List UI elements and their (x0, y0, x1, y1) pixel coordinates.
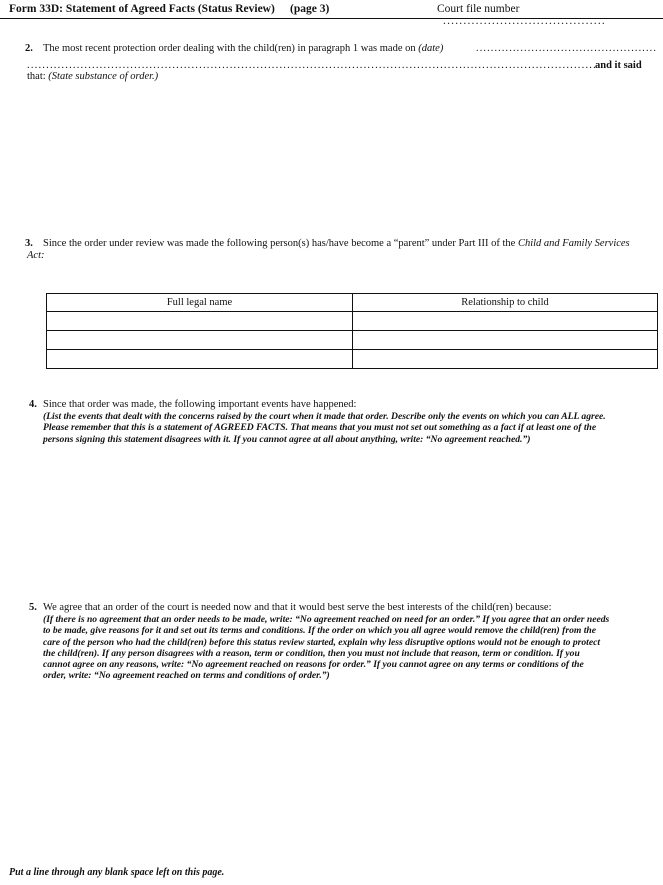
section-2-date-label: (date) (418, 43, 444, 54)
section-3-line1 (43, 238, 630, 250)
section-5-instruction-line: cannot agree on any reasons, write: “No agreement reached on reasons for order.” If you cannot agree on any terms or conditions of the (43, 659, 584, 671)
events-area[interactable] (27, 450, 657, 590)
section-3-text: Since the order under review was made the following person(s) has/have become a “parent” under Part III of the (43, 238, 516, 249)
reasons-area[interactable] (27, 690, 657, 860)
date-field[interactable]: ................................................. (476, 43, 658, 54)
parents-table (46, 293, 658, 369)
section-4-instructions (43, 411, 606, 445)
section-5-instructions (43, 614, 609, 682)
table-header-full-legal-name: Full legal name (47, 294, 353, 312)
order-substance-area[interactable] (27, 86, 657, 226)
section-3-act-name: Child and Family Services (517, 238, 630, 249)
section-5-line1: We agree that an order of the court is needed now and that it would best serve the best interests of the child(ren) because: (43, 602, 552, 613)
page-number: (page 3) (290, 3, 330, 15)
table-row (47, 312, 658, 331)
section-3-line2: Act: (27, 250, 45, 261)
section-5-instruction-line: (If there is no agreement that an order needs to be made, write: “No agreement reached on need for an order.” If you agree that an order needs (43, 614, 610, 625)
section-4-instruction-line: Please remember that this is a statement of AGREED FACTS. That means that you must not set out something as a fact if at least one of the (43, 422, 597, 434)
order-substance-field-line[interactable]: ..................................................................................................................................................... (27, 60, 597, 71)
section-4-number: 4. (29, 399, 37, 410)
footer-note: Put a line through any blank space left on this page. (9, 867, 225, 878)
section-2-that-label: that: (27, 71, 46, 82)
relationship-cell[interactable] (353, 350, 658, 369)
section-5-instruction-line: order, write: “No agreement reached on terms and conditions of order.”) (43, 670, 330, 682)
section-4-instruction-line: (List the events that dealt with the concerns raised by the court when it made that order. Describe only the events on which you can ALL agree. (43, 411, 606, 422)
header-rule (0, 18, 663, 19)
section-5-number: 5. (29, 602, 37, 613)
section-4-line1: Since that order was made, the following important events have happened: (43, 399, 357, 410)
section-5-instruction-line: to be made, give reasons for it and set out its terms and conditions. If the order on which you all agree would remove the child(ren) from the (43, 625, 596, 637)
section-2-line1 (43, 43, 443, 55)
section-2-text: The most recent protection order dealing with the child(ren) in paragraph 1 was made on (43, 43, 416, 54)
section-5-instruction-line: the child(ren). If any person disagrees with a reason, term or condition, then you must not include that reason, term or condition. If you (43, 647, 580, 659)
table-row (47, 331, 658, 350)
court-file-number-label: Court file number (437, 3, 520, 15)
section-2-number: 2. (25, 43, 33, 54)
section-2-and-it-said: and it said (595, 60, 642, 71)
table-row (47, 350, 658, 369)
section-2-line3 (27, 71, 158, 83)
table-header-row (47, 294, 658, 312)
relationship-cell[interactable] (353, 312, 658, 331)
section-4-instruction-line: persons signing this statement disagrees with it. If you cannot agree at all about anything, write: “No agreement reached.”) (43, 433, 531, 445)
form-title: Form 33D: Statement of Agreed Facts (Status Review) (9, 3, 275, 15)
full-legal-name-cell[interactable] (47, 331, 353, 350)
section-2-instruction: (State substance of order.) (48, 71, 159, 82)
section-5-instruction-line: care of the person who had the child(ren) before this status review started, explain why less disruptive options would not be enough to protect (43, 636, 601, 648)
court-file-number-field[interactable] (437, 3, 663, 27)
table-header-relationship: Relationship to child (353, 294, 658, 312)
full-legal-name-cell[interactable] (47, 312, 353, 331)
section-3-number: 3. (25, 238, 33, 249)
court-file-number-dots: ........................................ (443, 15, 606, 27)
relationship-cell[interactable] (353, 331, 658, 350)
full-legal-name-cell[interactable] (47, 350, 353, 369)
